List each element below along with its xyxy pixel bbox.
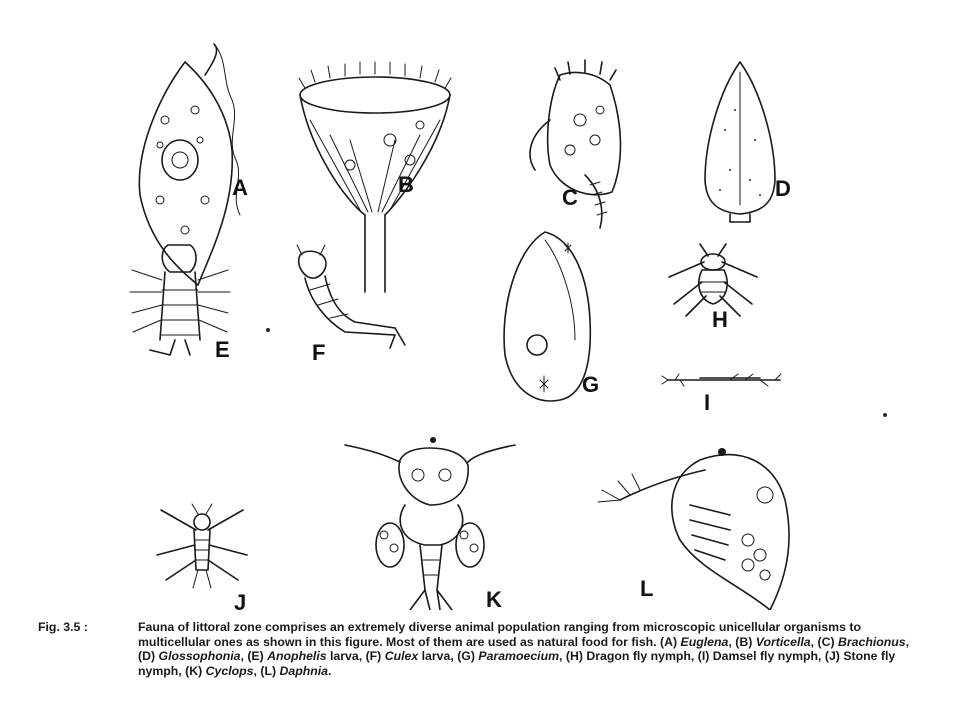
caption-item-name: Anophelis [267,649,327,664]
caption-item [138,649,244,663]
caption-item-name: Daphnia [279,663,328,678]
cyclops-drawing [345,437,515,610]
figure-label-g: GParamoecium [582,372,600,397]
caption-item [660,635,732,649]
paramoecium-drawing [504,232,599,401]
caption-item-suffix: , [559,649,563,664]
caption-item-name: Glossophonia [158,649,241,664]
figure-label-d: DGlossophonia [775,176,791,201]
caption-item-name: Cyclops [205,663,254,678]
caption-item-suffix: , [240,649,244,664]
caption-item-letter: (L) [260,663,277,678]
caption-item [817,635,909,649]
stray-mark [883,413,887,417]
caption-item-name: Brachionus [837,634,906,649]
glossophonia-drawing [705,62,791,222]
caption-item [247,649,362,663]
figure-number: Fig. 3.5 : [38,620,88,634]
caption-item-letter: (I) [697,649,710,664]
figure-label-j: JStone fly nymph [234,590,247,610]
caption-item-name: Culex [384,649,419,664]
caption-item [185,664,257,678]
figure-label-c: CBrachionus [562,185,578,210]
caption-item-letter: (F) [365,649,382,664]
figure-label-e: EAnophelis larva [215,337,230,362]
daphnia-drawing [598,448,789,610]
caption-item-letter: (J) [824,649,840,664]
caption-item-suffix: , [905,634,910,649]
caption-item-name: Paramoecium [478,649,560,664]
caption-item-suffix: Stone fly nymph, [138,649,896,678]
caption-intro: Fauna of littoral zone comprises an extremely diverse animal population ranging from microscopic unicellular organisms to multicellular ones as shown in this figure. Most of them are used as natural food for fish. [138,620,861,649]
caption-item-letter: (E) [247,649,264,664]
caption-item-letter: (H) [565,649,583,664]
caption-item-suffix: Dragon fly nymph, [586,649,695,664]
caption-item-suffix: Damsel fly nymph, [712,649,822,664]
culex-larva-drawing [266,245,405,365]
anophelis-larva-drawing [130,245,230,362]
caption-item-letter: (D) [138,649,156,664]
caption-item-suffix: , [728,634,732,649]
caption-item-suffix: larva, [418,649,454,664]
brachionus-drawing [530,60,620,228]
figure-label-a: AEuglena [232,175,248,200]
dragonfly-nymph-drawing [669,244,757,332]
caption-item-letter: (G) [457,649,475,664]
caption-item [260,664,331,678]
caption-item-suffix: , [810,634,815,649]
caption-item-name: Vorticella [755,634,811,649]
damselfly-nymph-drawing [662,374,781,415]
caption-item-letter: (B) [735,634,753,649]
figure-label-h: HDragon fly nymph [712,307,728,332]
figure-label-i: IDamsel fly nymph [704,390,711,415]
caption-item-letter: (A) [660,634,678,649]
figure-caption [38,620,918,678]
caption-item [566,649,694,663]
caption-item [698,649,822,663]
caption-item-letter: (C) [817,634,835,649]
caption-text [138,620,918,678]
figure-label-b: BVorticella [398,172,414,197]
caption-item [457,649,562,663]
caption-item [366,649,454,663]
caption-item-letter: (K) [185,663,203,678]
vorticella-drawing [299,62,451,292]
caption-item-suffix: larva, [326,649,363,664]
stonefly-nymph-drawing [157,504,247,610]
caption-item-suffix: . [327,663,332,678]
figure-label-l: LDaphnia [640,576,654,601]
caption-item-name: Euglena [680,634,729,649]
figure-label-f: FCulex larva [312,340,326,365]
figure-label-k: KCyclops [486,587,502,610]
caption-item-suffix: , [253,663,257,678]
caption-item [735,635,814,649]
